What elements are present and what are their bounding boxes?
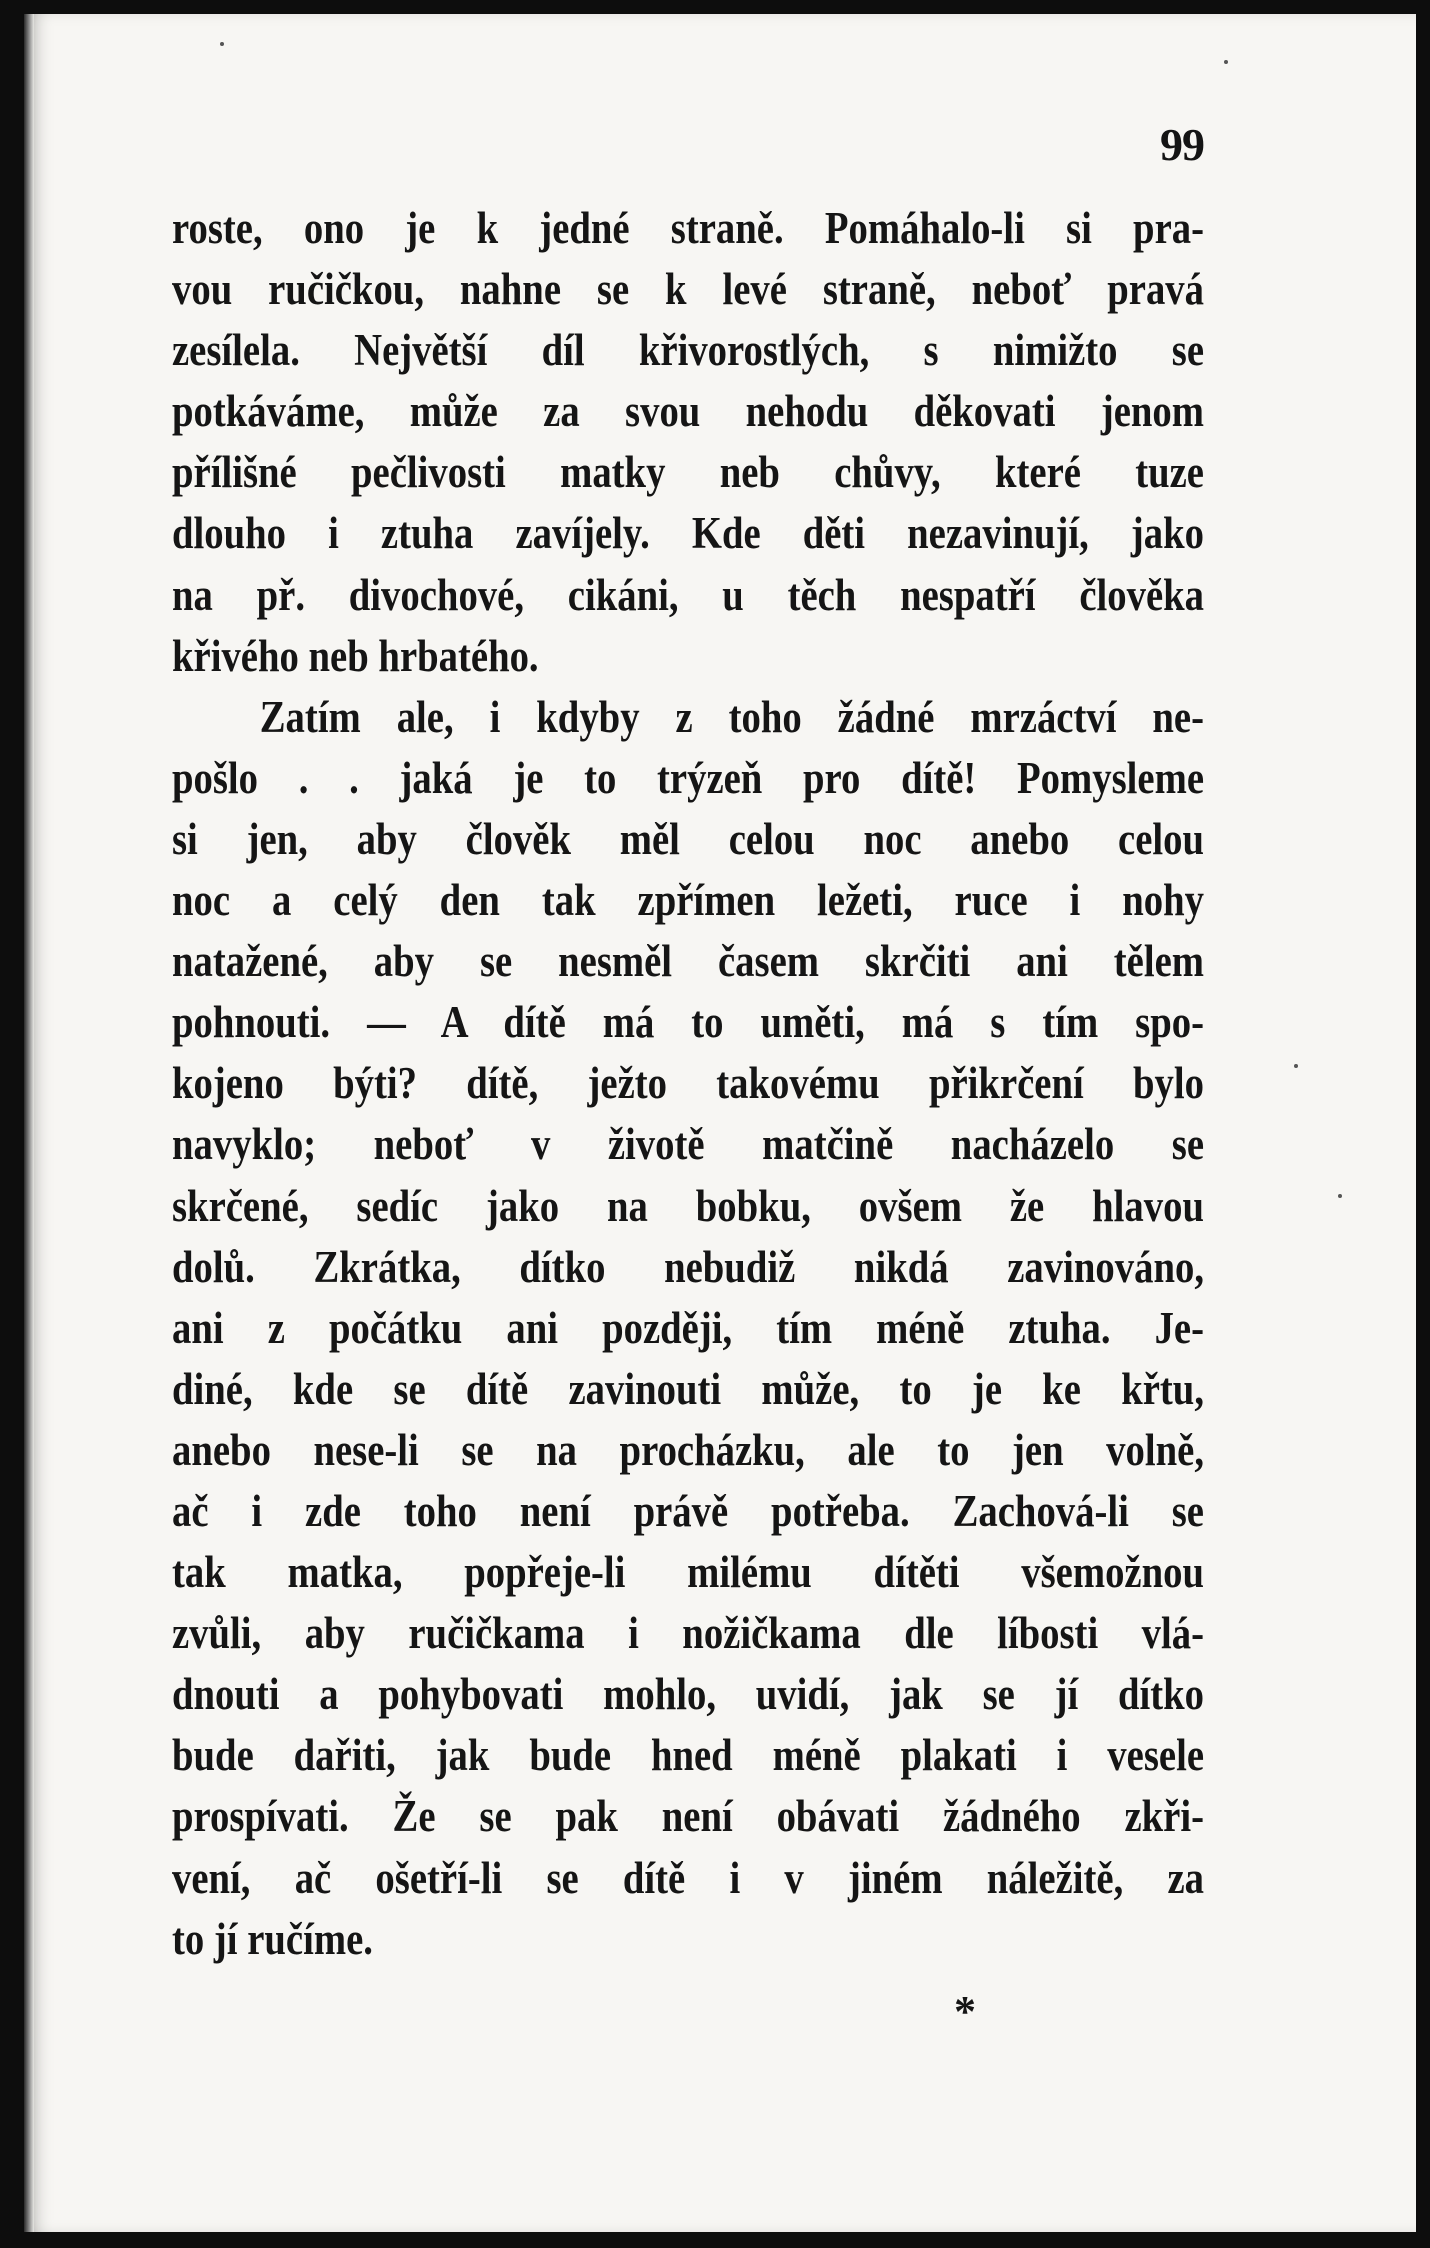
text-line: anebo nese-li se na procházku, ale to jen volně, — [172, 1424, 1204, 1475]
section-ornament: * — [954, 1987, 976, 2036]
text-line: si jen, aby člověk měl celou noc anebo celou — [172, 813, 1204, 864]
paper-speck — [1224, 60, 1228, 64]
text-line: potkáváme, může za svou nehodu děkovati jenom — [172, 386, 1204, 437]
text-line: roste, ono je k jedné straně. Pomáhalo-li si pra- — [172, 203, 1204, 253]
text-line: noc a celý den tak zpřímen ležeti, ruce i nohy — [172, 875, 1204, 926]
text-line: ač i zde toho není právě potřeba. Zachová-li se — [172, 1485, 1204, 1536]
text-line: natažené, aby se nesměl časem skrčiti ani tělem — [172, 936, 1204, 987]
text-line: křivého neb hrbatého. — [172, 630, 539, 681]
text-line: dolů. Zkrátka, dítko nebudiž nikdá zavinováno, — [172, 1241, 1204, 1292]
page-binding-edge — [24, 14, 34, 2232]
page-number: 99 — [1160, 119, 1204, 170]
book-page — [24, 14, 1416, 2232]
text-line: navyklo; neboť v životě matčině nacházelo se — [172, 1119, 1204, 1170]
text-line: dlouho i ztuha zavíjely. Kde děti nezavinují, jako — [172, 508, 1204, 559]
text-line: zvůli, aby ručičkama i nožičkama dle líbosti vlá- — [172, 1608, 1204, 1659]
text-line: dnouti a pohybovati mohlo, uvidí, jak se jí dítko — [172, 1669, 1204, 1720]
text-line: diné, kde se dítě zavinouti může, to je ke křtu, — [172, 1363, 1204, 1414]
text-line: pohnouti. — A dítě má to uměti, má s tím spo- — [172, 997, 1204, 1048]
paper-speck — [1294, 1064, 1298, 1068]
text-line: to jí ručíme. — [172, 1913, 373, 1964]
text-line: skrčené, sedíc jako na bobku, ovšem že hlavou — [172, 1180, 1204, 1231]
text-line: ani z počátku ani později, tím méně ztuha. Je- — [172, 1302, 1204, 1353]
text-line: zesílela. Největší díl křivorostlých, s nimižto se — [172, 325, 1204, 376]
text-line: tak matka, popřeje-li milému dítěti všemožnou — [172, 1547, 1204, 1598]
paper-speck — [220, 42, 224, 46]
text-line: přílišné pečlivosti matky neb chůvy, které tuze — [172, 447, 1204, 498]
text-line: vou ručičkou, nahne se k levé straně, neboť pravá — [172, 264, 1204, 315]
text-line: Zatím ale, i kdyby z toho žádné mrzáctví ne- — [259, 691, 1205, 742]
text-line: vení, ač ošetří-li se dítě i v jiném náležitě, za — [172, 1852, 1204, 1903]
text-line: bude dařiti, jak bude hned méně plakati i vesele — [172, 1730, 1204, 1781]
body-text — [172, 198, 1204, 1970]
text-line: kojeno býti? dítě, ježto takovému přikrčení bylo — [172, 1058, 1204, 1109]
text-line: prospívati. Že se pak není obávati žádného zkři- — [172, 1791, 1204, 1842]
text-line: pošlo . . jaká je to trýzeň pro dítě! Pomysleme — [172, 752, 1204, 803]
paper-speck — [1338, 1194, 1342, 1198]
text-line: na př. divochové, cikáni, u těch nespatří člověka — [172, 569, 1204, 620]
